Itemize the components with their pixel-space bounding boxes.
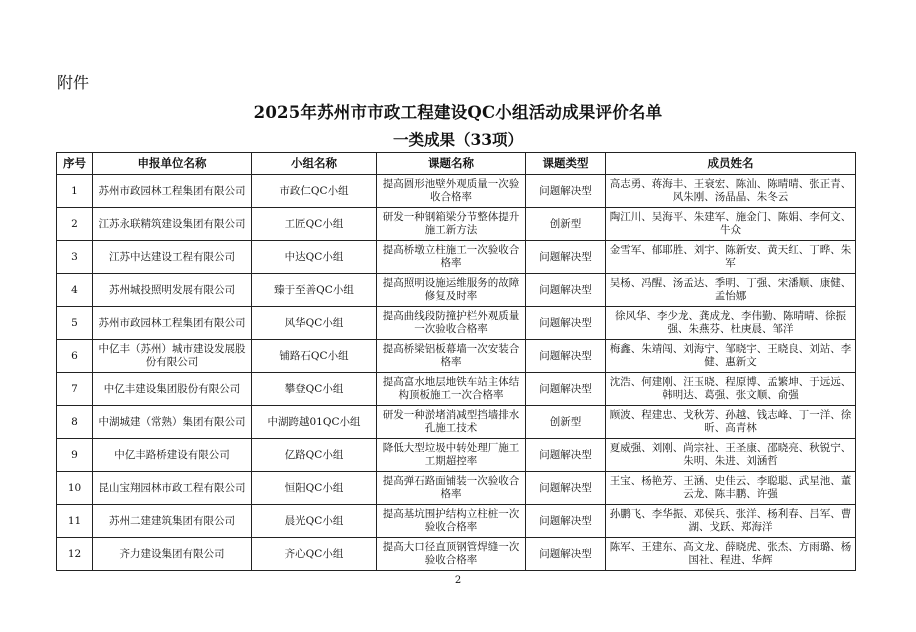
- cell-topic: 提高桥墩立柱施工一次验收合格率: [377, 241, 526, 274]
- cell-group: 中湖跨越01QC小组: [252, 406, 377, 439]
- cell-topic: 降低大型垃圾中转处理厂施工工期超控率: [377, 439, 526, 472]
- document-subtitle: 一类成果（33项）: [392, 130, 524, 149]
- cell-unit: 齐力建设集团有限公司: [93, 538, 252, 571]
- cell-topic: 提高基坑围护结构立柱桩一次验收合格率: [377, 505, 526, 538]
- cell-members: 沈浩、何建刚、汪玉晓、程原博、孟繁坤、于远远、韩明达、葛强、张文顺、俞强: [606, 373, 856, 406]
- cell-topic: 研发一种钢箱梁分节整体提升施工新方法: [377, 208, 526, 241]
- cell-members: 顾波、程建忠、戈秋芳、孙越、钱志峰、丁一洋、徐昕、高青林: [606, 406, 856, 439]
- cell-no: 2: [57, 208, 93, 241]
- cell-topic: 提高圆形池壁外观质量一次验收合格率: [377, 175, 526, 208]
- cell-type: 创新型: [526, 406, 606, 439]
- cell-group: 攀登QC小组: [252, 373, 377, 406]
- cell-group: 齐心QC小组: [252, 538, 377, 571]
- page-number: 2: [454, 575, 462, 586]
- cell-type: 问题解决型: [526, 472, 606, 505]
- column-header-members: 成员姓名: [606, 153, 856, 175]
- cell-unit: 苏州市政园林工程集团有限公司: [93, 307, 252, 340]
- cell-unit: 苏州城投照明发展有限公司: [93, 274, 252, 307]
- column-header-no: 序号: [57, 153, 93, 175]
- cell-type: 问题解决型: [526, 340, 606, 373]
- table-row: [57, 373, 856, 406]
- table-row: [57, 340, 856, 373]
- column-header-type: 课题类型: [526, 153, 606, 175]
- cell-no: 3: [57, 241, 93, 274]
- cell-unit: 昆山宝翔园林市政工程有限公司: [93, 472, 252, 505]
- table-header-row: [57, 153, 856, 175]
- cell-no: 11: [57, 505, 93, 538]
- cell-type: 问题解决型: [526, 439, 606, 472]
- table-row: [57, 208, 856, 241]
- cell-group: 铺路石QC小组: [252, 340, 377, 373]
- document-title: 2025年苏州市市政工程建设QC小组活动成果评价名单: [253, 103, 663, 122]
- cell-members: 梅鑫、朱靖闯、刘海宁、邹晓宇、王晓良、刘站、李健、惠新文: [606, 340, 856, 373]
- table-row: [57, 538, 856, 571]
- cell-topic: 提高桥梁铝板幕墙一次安装合格率: [377, 340, 526, 373]
- cell-unit: 中亿丰路桥建设有限公司: [93, 439, 252, 472]
- cell-unit: 中湖城建（常熟）集团有限公司: [93, 406, 252, 439]
- cell-group: 风华QC小组: [252, 307, 377, 340]
- cell-topic: 提高富水地层地铁车站主体结构顶板施工一次合格率: [377, 373, 526, 406]
- column-header-group: 小组名称: [252, 153, 377, 175]
- cell-unit: 苏州二建建筑集团有限公司: [93, 505, 252, 538]
- cell-no: 1: [57, 175, 93, 208]
- table-row: [57, 439, 856, 472]
- attachment-label: 附件: [57, 73, 90, 92]
- cell-group: 亿路QC小组: [252, 439, 377, 472]
- column-header-topic: 课题名称: [377, 153, 526, 175]
- table-row: [57, 472, 856, 505]
- cell-group: 中达QC小组: [252, 241, 377, 274]
- results-table: [56, 152, 856, 571]
- cell-type: 问题解决型: [526, 505, 606, 538]
- table-row: [57, 307, 856, 340]
- cell-type: 问题解决型: [526, 175, 606, 208]
- cell-members: 孙鹏飞、李华振、邓侯兵、张洋、杨利春、吕军、曹湖、戈跃、郑海洋: [606, 505, 856, 538]
- cell-type: 问题解决型: [526, 307, 606, 340]
- cell-group: 工匠QC小组: [252, 208, 377, 241]
- cell-unit: 江苏中达建设工程有限公司: [93, 241, 252, 274]
- cell-no: 10: [57, 472, 93, 505]
- cell-type: 问题解决型: [526, 373, 606, 406]
- cell-no: 8: [57, 406, 93, 439]
- cell-topic: 提高曲线段防撞护栏外观质量一次验收合格率: [377, 307, 526, 340]
- cell-group: 市政仁QC小组: [252, 175, 377, 208]
- cell-no: 7: [57, 373, 93, 406]
- cell-no: 4: [57, 274, 93, 307]
- cell-members: 徐风华、李少龙、龚成龙、李伟勤、陈晴晴、徐振强、朱燕芬、杜庚晨、邹洋: [606, 307, 856, 340]
- cell-topic: 提高弹石路面铺装一次验收合格率: [377, 472, 526, 505]
- cell-members: 陈军、王建东、高文龙、薛晓虎、张杰、方雨璐、杨国社、程进、华辉: [606, 538, 856, 571]
- column-header-unit: 申报单位名称: [93, 153, 252, 175]
- cell-type: 创新型: [526, 208, 606, 241]
- cell-members: 夏威强、刘刚、尚宗社、王圣康、邵晓亮、秋锐宁、朱明、朱进、刘涵哲: [606, 439, 856, 472]
- cell-group: 晨光QC小组: [252, 505, 377, 538]
- cell-members: 王宝、杨艳芳、王涵、史佳云、李聪聪、武星池、董云龙、陈丰鹏、许强: [606, 472, 856, 505]
- cell-unit: 中亿丰（苏州）城市建设发展股份有限公司: [93, 340, 252, 373]
- cell-type: 问题解决型: [526, 274, 606, 307]
- table-row: [57, 241, 856, 274]
- table-row: [57, 274, 856, 307]
- cell-group: 臻于至善QC小组: [252, 274, 377, 307]
- cell-unit: 江苏永联精筑建设集团有限公司: [93, 208, 252, 241]
- cell-no: 5: [57, 307, 93, 340]
- table-row: [57, 505, 856, 538]
- cell-type: 问题解决型: [526, 538, 606, 571]
- cell-members: 高志勇、蒋海丰、王衰宏、陈汕、陈晴晴、张正青、风朱刚、汤晶晶、朱冬云: [606, 175, 856, 208]
- cell-unit: 苏州市政园林工程集团有限公司: [93, 175, 252, 208]
- table-row: [57, 406, 856, 439]
- cell-topic: 提高照明设施运维服务的故障修复及时率: [377, 274, 526, 307]
- cell-no: 6: [57, 340, 93, 373]
- cell-members: 陶江川、吴海平、朱建军、施金门、陈娟、李何文、牛众: [606, 208, 856, 241]
- cell-topic: 提高大口径直顶钢管焊缝一次验收合格率: [377, 538, 526, 571]
- cell-type: 问题解决型: [526, 241, 606, 274]
- cell-unit: 中亿丰建设集团股份有限公司: [93, 373, 252, 406]
- cell-group: 恒阳QC小组: [252, 472, 377, 505]
- cell-members: 金雪军、郁耶胜、刘宇、陈新安、黄天红、丁晔、朱军: [606, 241, 856, 274]
- cell-no: 9: [57, 439, 93, 472]
- cell-topic: 研发一种淤堵消减型挡墙排水孔施工技术: [377, 406, 526, 439]
- cell-no: 12: [57, 538, 93, 571]
- cell-members: 吴杨、冯醒、汤孟达、季明、丁强、宋潘顺、康健、孟怡娜: [606, 274, 856, 307]
- table-row: [57, 175, 856, 208]
